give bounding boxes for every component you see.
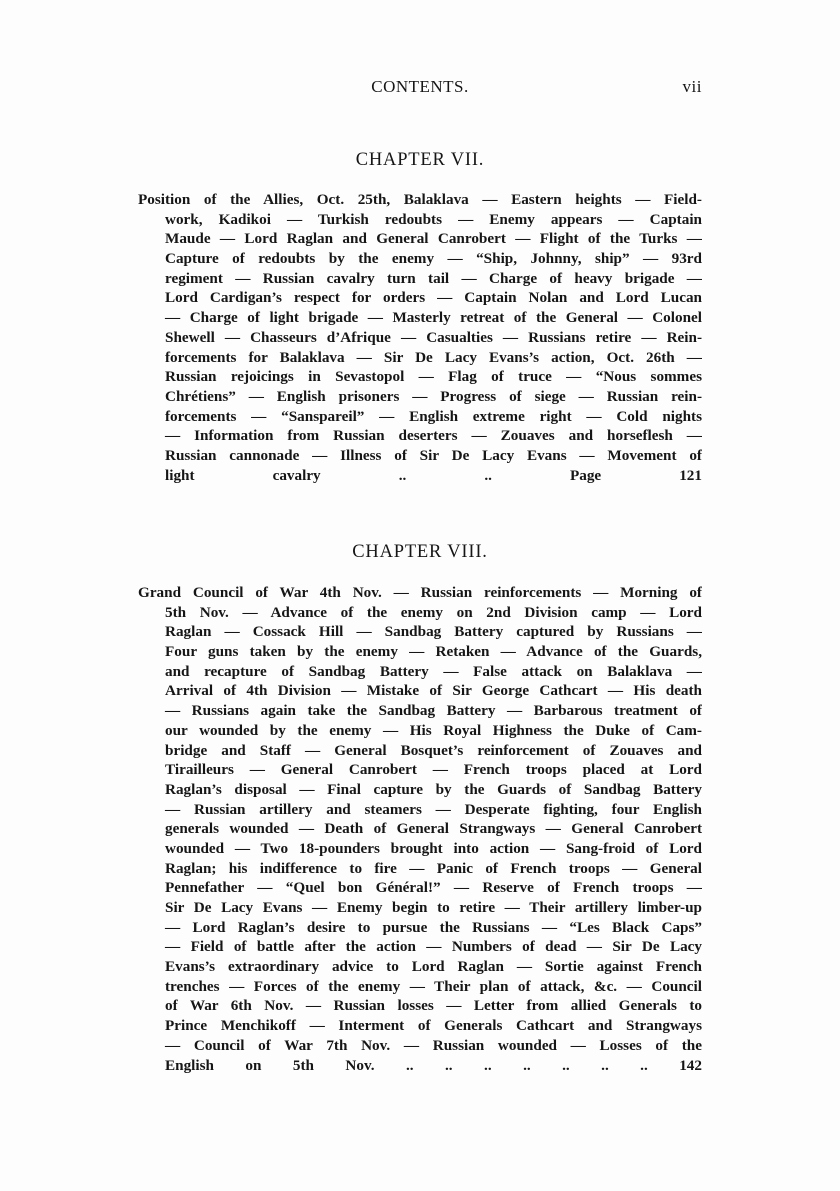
synopsis-line: — Russians again take the Sandbag Battery — Barbarous treatment of [165,702,702,720]
synopsis-line: — Lord Raglan’s desire to pursue the Russians — “Les Black Caps” [165,918,702,936]
synopsis-line: bridge and Staff — General Bosquet’s reinforcement of Zouaves and [165,741,702,759]
synopsis-line: Grand Council of War 4th Nov. — Russian reinforcements — Morning of [138,584,702,601]
synopsis-line: Evans’s extraordinary advice to Lord Raglan — Sortie against French [165,958,702,976]
synopsis-line: forcements for Balaklava — Sir De Lacy Evans’s action, Oct. 26th — [165,348,702,366]
synopsis-line: English on 5th Nov. .. .. .. .. .. .. .. 142 [165,1056,702,1074]
synopsis-line: Arrival of 4th Division — Mistake of Sir George Cathcart — His death [165,682,702,700]
synopsis-line: — Russian artillery and steamers — Desperate fighting, four English [165,800,702,818]
synopsis-line: Raglan; his indifference to fire — Panic of French troops — General [165,859,702,877]
synopsis-line: — Field of battle after the action — Numbers of dead — Sir De Lacy [165,938,702,956]
synopsis-line: — Council of War 7th Nov. — Russian wounded — Losses of the [165,1036,702,1054]
chapter-vii-heading: CHAPTER VII. [355,150,485,170]
synopsis-line: and recapture of Sandbag Battery — False attack on Balaklava — [165,662,702,680]
synopsis-line: regiment — Russian cavalry turn tail — Charge of heavy brigade — [165,269,702,287]
synopsis-line: Raglan — Cossack Hill — Sandbag Battery captured by Russians — [165,623,702,641]
synopsis-line: wounded — Two 18-pounders brought into action — Sang-froid of Lord [165,839,702,857]
synopsis-line: work, Kadikoi — Turkish redoubts — Enemy appears — Captain [165,210,702,228]
synopsis-line: Maude — Lord Raglan and General Canrobert — Flight of the Turks — [165,230,702,248]
chapter-viii-heading: CHAPTER VIII. [352,542,488,562]
synopsis-line: Capture of redoubts by the enemy — “Ship, Johnny, ship” — 93rd [165,250,702,268]
chapter-viii-synopsis [138,583,702,1075]
synopsis-line: light cavalry .. .. Page 121 [165,466,702,484]
page-number: vii [682,77,702,96]
synopsis-line: of War 6th Nov. — Russian losses — Letter from allied Generals to [165,997,702,1015]
synopsis-line: — Charge of light brigade — Masterly retreat of the General — Colonel [165,309,702,327]
synopsis-line: Pennefather — “Quel bon Général!” — Reserve of French troops — [165,879,702,897]
synopsis-line: Raglan’s disposal — Final capture by the Guards of Sandbag Battery [165,780,702,798]
synopsis-line: Tirailleurs — General Canrobert — French troops placed at Lord [165,761,702,779]
synopsis-line: forcements — “Sanspareil” — English extreme right — Cold nights [165,407,702,425]
synopsis-line: trenches — Forces of the enemy — Their plan of attack, &c. — Council [165,977,702,995]
synopsis-line: Russian rejoicings in Sevastopol — Flag of truce — “Nous sommes [165,368,702,386]
synopsis-line: generals wounded — Death of General Strangways — General Canrobert [165,820,702,838]
synopsis-line: Chrétiens” — English prisoners — Progress of siege — Russian rein- [165,387,702,405]
synopsis-line: Sir De Lacy Evans — Enemy begin to retire — Their artillery limber-up [165,899,702,916]
chapter-vii-synopsis [138,190,702,485]
synopsis-line: — Information from Russian deserters — Zouaves and horseflesh — [165,427,702,445]
synopsis-line: Shewell — Chasseurs d’Afrique — Casualties — Russians retire — Rein- [165,328,702,346]
synopsis-line: 5th Nov. — Advance of the enemy on 2nd Division camp — Lord [165,603,702,621]
synopsis-line: Four guns taken by the enemy — Retaken — Advance of the Guards, [165,643,702,661]
synopsis-line: Position of the Allies, Oct. 25th, Balaklava — Eastern heights — Field- [138,191,702,208]
synopsis-line: Prince Menchikoff — Interment of Generals Cathcart and Strangways [165,1017,702,1035]
running-head-title: CONTENTS. [371,77,469,96]
running-head [138,77,702,99]
synopsis-line: Lord Cardigan’s respect for orders — Captain Nolan and Lord Lucan [165,289,702,307]
synopsis-line: our wounded by the enemy — His Royal Highness the Duke of Cam- [165,721,702,739]
synopsis-line: Russian cannonade — Illness of Sir De Lacy Evans — Movement of [165,446,702,464]
